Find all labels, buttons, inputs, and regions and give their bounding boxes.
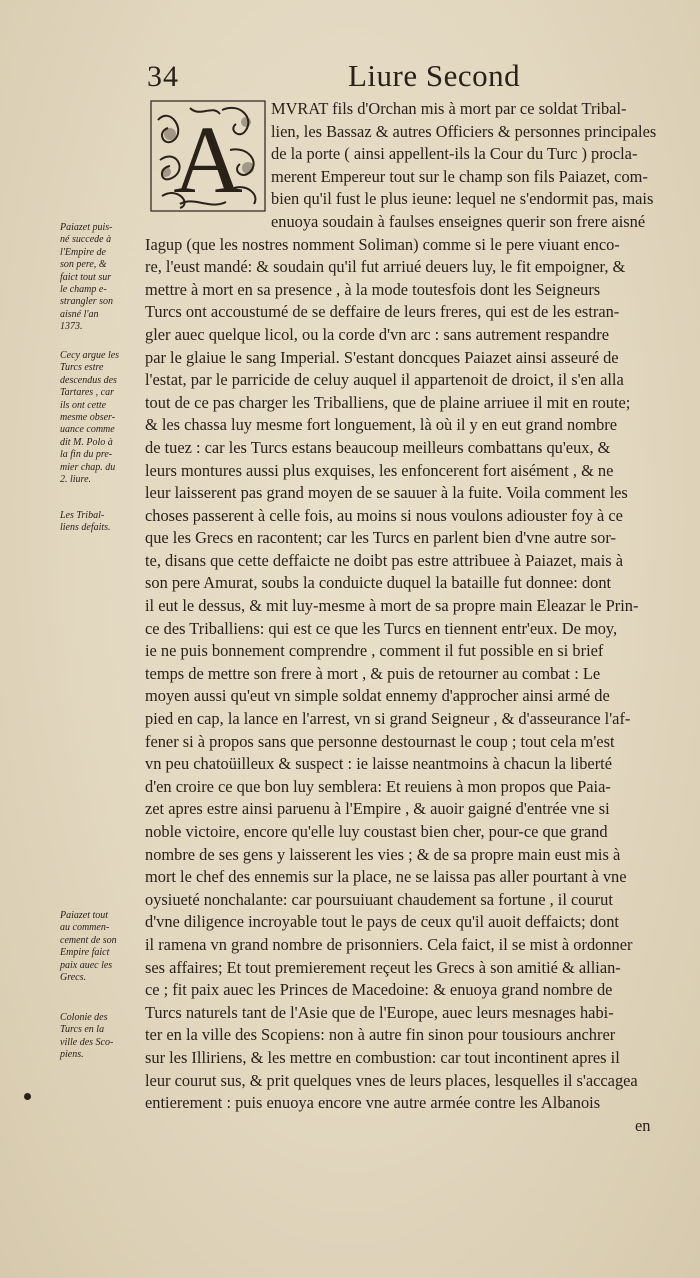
text-line: d'vne diligence incroyable tout le pays de ceux qu'il auoit deffaicts; dont <box>145 912 619 932</box>
text-line: merent Empereur tout sur le champ son fils Paiazet, com- <box>271 166 648 186</box>
text-line: que les Grecs en racontent; car les Turcs en parlent bien d'vne autre sor- <box>145 528 616 548</box>
text-line: ter en la ville des Scopiens: non à autre fin sinon pour tousiours anchrer <box>145 1025 616 1045</box>
text-line: fener si à propos sans que personne destournast le coup ; tout cela m'est <box>145 731 615 751</box>
text-line: Iagup (que les nostres nomment Soliman) comme si le pere viuant enco- <box>145 234 620 254</box>
text-line: par le glaiue le sang Imperial. S'estant doncques Paiazet ainsi asseuré de <box>145 347 619 367</box>
text-line: ie ne puis bonnement comprendre , comment il fut possible en si brief <box>145 641 604 661</box>
text-line: mort le chef des ennemis sur la place, ne se laissa pas aller pourtant à vne <box>145 867 627 887</box>
text-line: re, l'eust mandé: & soudain qu'il fut arriué deuers luy, le fit empoigner, & <box>145 257 626 277</box>
text-line: de tuez : car les Turcs estans beaucoup meilleurs combattans qu'eux, & <box>145 437 611 457</box>
text-line: entierement : puis enuoya encore vne autre armée contre les Albanois <box>145 1093 601 1113</box>
margin-note: Paiazet puis- né succede à l'Empire de son pere, & faict tout sur le champ e- strangler son aisné l'an 1373. <box>60 222 114 333</box>
text-line: Turcs ont accoustumé de se deffaire de leurs freres, qui est de les estran- <box>145 302 620 322</box>
text-line: ses affaires; Et tout premierement reçeut les Grecs à son amitié & allian- <box>145 957 621 977</box>
text-line: bien qu'il fust le plus ieune: lequel ne s'endormit pas, mais <box>271 189 654 209</box>
text-line: moyen aussi qu'eut vn simple soldat ennemy d'approcher ainsi armé de <box>145 686 610 706</box>
text-line: vn peu chatoüilleux & suspect : ie laisse neantmoins à chacun la liberté <box>145 754 612 774</box>
printers-mark-dot <box>24 1093 31 1100</box>
text-line: nombre de ses gens y laisserent les vies ; & de sa propre main eust mis à <box>145 844 621 864</box>
text-line: Turcs naturels tant de l'Asie que de l'Europe, auec leurs mesnages habi- <box>145 1002 614 1022</box>
text-line: ce des Triballiens: qui est ce que les Turcs en tiennent entr'eux. De moy, <box>145 618 618 638</box>
text-line: il ramena vn grand nombre de prisonniers. Cela faict, il se mist à ordonner <box>145 934 633 954</box>
text-line: MVRAT fils d'Orchan mis à mort par ce soldat Tribal- <box>271 99 627 118</box>
text-line: il eut le dessus, & mit luy-mesme à mort de sa propre main Eleazar le Prin- <box>145 596 639 616</box>
text-line: de la porte ( ainsi appellent-ils la Cour du Turc ) procla- <box>271 144 638 164</box>
text-line: noble victoire, encore qu'elle luy coustast bien cher, pour-ce que grand <box>145 822 608 841</box>
text-line: zet apres estre ainsi paruenu à l'Empire , & auoir gaigné d'entrée vne si <box>145 799 610 819</box>
text-line: son pere Amurat, soubs la conduicte duquel la bataille fut donnee: dont <box>145 573 612 593</box>
text-line: d'en croire ce que bon luy semblera: Et reuiens à mon propos que Paia- <box>145 776 611 796</box>
text-line: mettre à mort en sa presence , à la mode toutesfois dont les Seigneurs <box>145 279 601 299</box>
text-line: sur les Illiriens, & les mettre en combustion: car tout incontinent apres il <box>145 1047 620 1067</box>
text-line: pied en cap, la lance en l'arrest, vn si grand Seigneur , & d'asseurance l'af- <box>145 709 631 729</box>
text-line: leur laisserent pas grand moyen de se sauuer à la fuite. Voila comment les <box>145 483 628 503</box>
text-line: choses passerent à celle fois, au moins si nous voulons adiouster foy à ce <box>145 505 623 525</box>
text-line: enuoya soudain à faulses enseignes querir son frere aisné <box>271 211 646 231</box>
text-line: gler auec quelque licol, ou la corde d'vn arc : sans autrement respandre <box>145 324 609 344</box>
margin-note: Les Tribal- liens defaits. <box>60 510 111 534</box>
running-title: Liure Second <box>348 58 521 93</box>
text-line: te, disans que cette deffaicte ne doibt pas estre attribuee à Paiazet, mais à <box>145 550 624 570</box>
margin-note: Colonie des Turcs en la ville des Sco- piens. <box>60 1012 114 1061</box>
text-line: temps de mettre son frere à mort , & puis de retourner au combat : Le <box>145 663 601 683</box>
text-line: leur courut sus, & prit quelques vnes de leurs places, lesquelles il s'accagea <box>145 1070 638 1090</box>
page-number: 34 <box>147 60 179 93</box>
catchword: en <box>635 1115 651 1135</box>
main-text <box>145 98 680 1137</box>
text-line: tout de ce pas charger les Triballiens, que de plaine arriuee il mit en route; <box>145 392 631 412</box>
text-line: leurs montures aussi plus exquises, les enfoncerent fort aisément , & ne <box>145 460 614 480</box>
text-line: lien, les Bassaz & autres Officiers & personnes principales <box>271 121 657 141</box>
text-line: & les chassa luy mesme fort longuement, là où il y en eut grand nombre <box>145 415 618 435</box>
text-line: l'estat, par le parricide de celuy auquel il appartenoit de droict, il s'en alla <box>145 370 624 390</box>
initial-letter-glyph: A <box>173 106 243 212</box>
text-line: oysiueté nonchalante: car poursuiuant chaudement sa fortune , il courut <box>145 889 613 909</box>
margin-note: Paiazet tout au commen- cement de son Empire faict paix auec les Grecs. <box>60 910 117 984</box>
text-line: ce ; fit paix auec les Princes de Macedoine: & enuoya grand nombre de <box>145 980 613 1000</box>
margin-note: Cecy argue les Turcs estre descendus des Tartares , car ils ont cette mesme obser- uance comme dit M. Polo à la fin du pre- mier chap. du 2. liure. <box>60 350 120 486</box>
